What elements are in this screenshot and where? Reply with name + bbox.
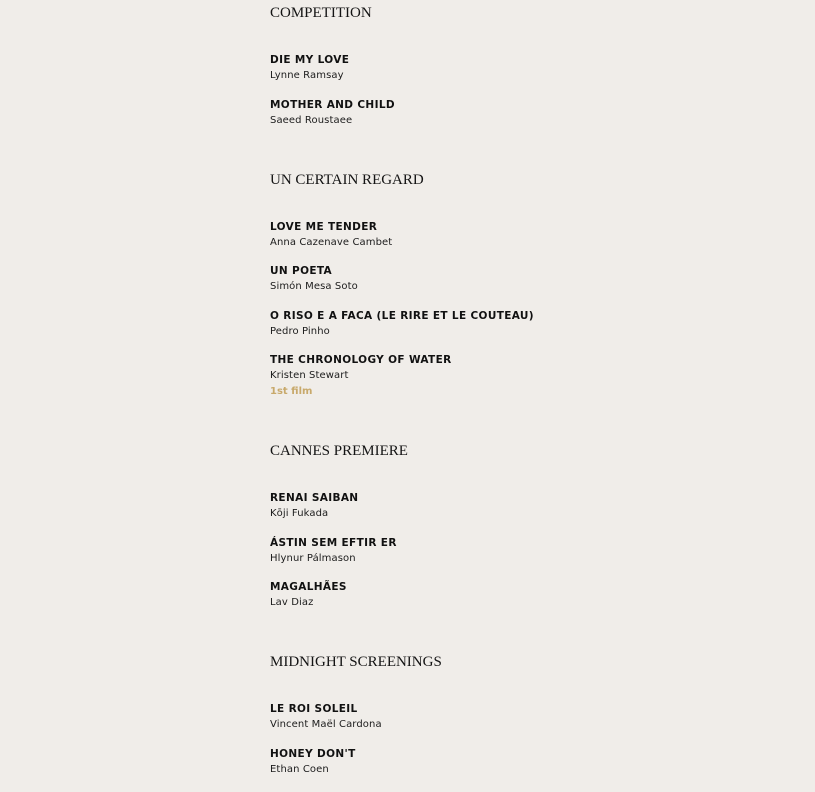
film-title[interactable]: MAGALHÃES [270, 581, 347, 593]
film-item [270, 54, 349, 82]
film-item [270, 748, 356, 776]
film-item [270, 265, 358, 293]
film-title[interactable]: UN POETA [270, 265, 333, 277]
film-director: Anna Cazenave Cambet [270, 237, 393, 248]
film-item [270, 354, 452, 398]
film-director: Vincent Maël Cardona [270, 719, 382, 730]
section-title-un-certain-regard: UN CERTAIN REGARD [270, 172, 424, 188]
film-title[interactable]: DIE MY LOVE [270, 54, 350, 66]
film-director: Lav Diaz [270, 597, 314, 608]
film-item [270, 537, 397, 565]
film-title[interactable]: O RISO E A FACA (LE RIRE ET LE COUTEAU) [270, 310, 534, 322]
film-title[interactable]: LOVE ME TENDER [270, 221, 378, 233]
film-title[interactable]: RENAI SAIBAN [270, 492, 359, 504]
film-director: Lynne Ramsay [270, 70, 344, 81]
film-director: Pedro Pinho [270, 326, 330, 337]
section-title-cannes-premiere: CANNES PREMIERE [270, 443, 408, 459]
film-director: Kōji Fukada [270, 508, 329, 519]
film-item [270, 310, 534, 338]
film-director: Ethan Coen [270, 764, 329, 775]
film-director: Saeed Roustaee [270, 115, 353, 126]
film-item [270, 99, 395, 127]
film-title[interactable]: LE ROI SOLEIL [270, 703, 358, 715]
section-title-competition: COMPETITION [270, 5, 372, 21]
film-item [270, 581, 347, 609]
film-director: Kristen Stewart [270, 370, 349, 381]
film-title[interactable]: HONEY DON'T [270, 748, 356, 760]
film-item [270, 703, 382, 731]
film-item [270, 221, 392, 249]
film-director: Simón Mesa Soto [270, 281, 358, 292]
film-title[interactable]: THE CHRONOLOGY OF WATER [270, 354, 452, 366]
film-director: Hlynur Pálmason [270, 553, 356, 564]
section-title-midnight-screenings: MIDNIGHT SCREENINGS [270, 654, 442, 670]
film-title[interactable]: MOTHER AND CHILD [270, 99, 395, 111]
film-title[interactable]: ÁSTIN SEM EFTIR ER [270, 537, 397, 549]
film-item [270, 492, 358, 520]
first-film-badge: 1st film [270, 386, 313, 397]
